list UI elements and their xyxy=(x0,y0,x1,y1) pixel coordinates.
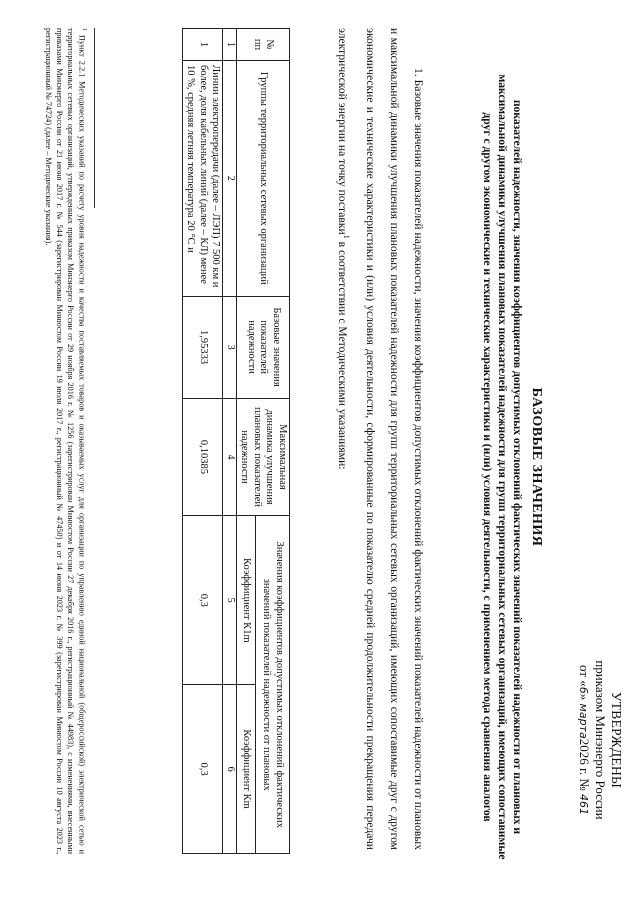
row-k1: 0,3 xyxy=(183,516,224,685)
header-k1: Коэффициент К1m xyxy=(237,516,256,685)
index-cell: 6 xyxy=(223,685,237,854)
footnote-text: Пункт 2.2.1 Методических указаний по расчету уровня надежности и качества поставляемых товаров и оказываемых услуг для организации по управлению единой национальной (общероссийской) электрической сетью и территориальных сетевых организаций, утвержденных приказом Минэнерго России от 29 ноября 2016 г. № 1256 (зарегистрирован Минюстом России 27 декабря 2016 г., регистрационный № 44983), с изменениями, внесенными приказами Минэнерго России от 21 июня 2017 г. № 544 (зарегистрирован Минюстом России 19 июля 2017 г., регистрационный № 47450) и от 14 июня 2023 г. № 399 (зарегистрирован Минюстом России 10 августа 2023 г., регистрационный № 74724) (далее – Методические указания). xyxy=(44,28,87,855)
header-dynamics: Максимальная динамика улучшения плановых показателей надежности xyxy=(237,398,290,516)
header-k2: Коэффициент Кm xyxy=(237,685,256,854)
handwritten-day: 6 xyxy=(577,686,590,694)
table-row xyxy=(183,29,224,854)
approval-order-line: приказом Минэнерго России xyxy=(593,660,608,820)
header-base: Базовые значения показателей надежности xyxy=(237,296,290,398)
table-index-row xyxy=(223,29,237,854)
header-num: № пп xyxy=(237,29,290,61)
footnote xyxy=(43,28,89,854)
document-page xyxy=(10,12,630,892)
index-cell: 1 xyxy=(223,29,237,61)
footnote-ref: 1 xyxy=(342,234,351,239)
header-coeff: Значения коэффициентов допустимых отклонений фактических значений показателей надежности от плановых xyxy=(255,516,289,854)
footnote-divider xyxy=(94,28,95,208)
row-dynamics: 0,10385 xyxy=(183,398,224,516)
row-k2: 0,3 xyxy=(183,685,224,854)
index-cell: 2 xyxy=(223,60,237,296)
approval-date-line xyxy=(575,620,592,860)
base-values-table xyxy=(182,28,290,854)
table-header-row xyxy=(255,29,289,854)
index-cell: 3 xyxy=(223,296,237,398)
paragraph-1-tail: в соответствии с Методическими указаниями: xyxy=(336,238,350,470)
date-mid: » xyxy=(577,693,592,704)
header-group: Группы территориальных сетевых организаций xyxy=(237,60,290,296)
date-year: 2026 г. № xyxy=(577,738,592,791)
document-heading: БАЗОВЫЕ ЗНАЧЕНИЯ xyxy=(529,387,544,547)
footnote-mark: 1 xyxy=(81,28,87,31)
handwritten-month: марта xyxy=(577,703,590,739)
index-cell: 5 xyxy=(223,516,237,685)
paragraph-1-text: 1. Базовые значения показателей надежности, значения коэффициентов допустимых отклонений фактических значений показателей надежности от плановых и максимальной динамики улучшения плановых показателей надежности для групп территориальных сетевых организаций, имеющих сопоставимые друг с другом экономические и технические характеристики и (или) условия деятельности, сформированные по показателю средней продолжительности прекращения передачи электрической энергии на точку поставки xyxy=(336,28,425,850)
paragraph-1 xyxy=(330,28,430,850)
title-block xyxy=(480,72,544,862)
approval-stamp xyxy=(575,620,624,860)
date-prefix: от « xyxy=(577,665,592,687)
approval-title: УТВЕРЖДЕНЫ xyxy=(609,691,624,789)
handwritten-order-number: 461 xyxy=(577,793,590,815)
document-subheading: показателей надежности, значения коэффициентов допустимых отклонений фактических значений показателей надежности от плановых и максимальной динамики улучшения плановых показателей надежности для групп территориальных сетевых организаций, имеющих сопоставимые друг с другом экономические и технические характеристики и (или) условия деятельности, с применением метода сравнения аналогов xyxy=(481,74,524,860)
row-group: Линии электропередачи (далее – ЛЭП) 7 500 км и более, доля кабельных линий (далее – КЛ) менее 10 %, средняя летняя температура 20 °С и xyxy=(183,60,224,296)
row-base: 1,95333 xyxy=(183,296,224,398)
row-num: 1 xyxy=(183,29,224,61)
index-cell: 4 xyxy=(223,398,237,516)
